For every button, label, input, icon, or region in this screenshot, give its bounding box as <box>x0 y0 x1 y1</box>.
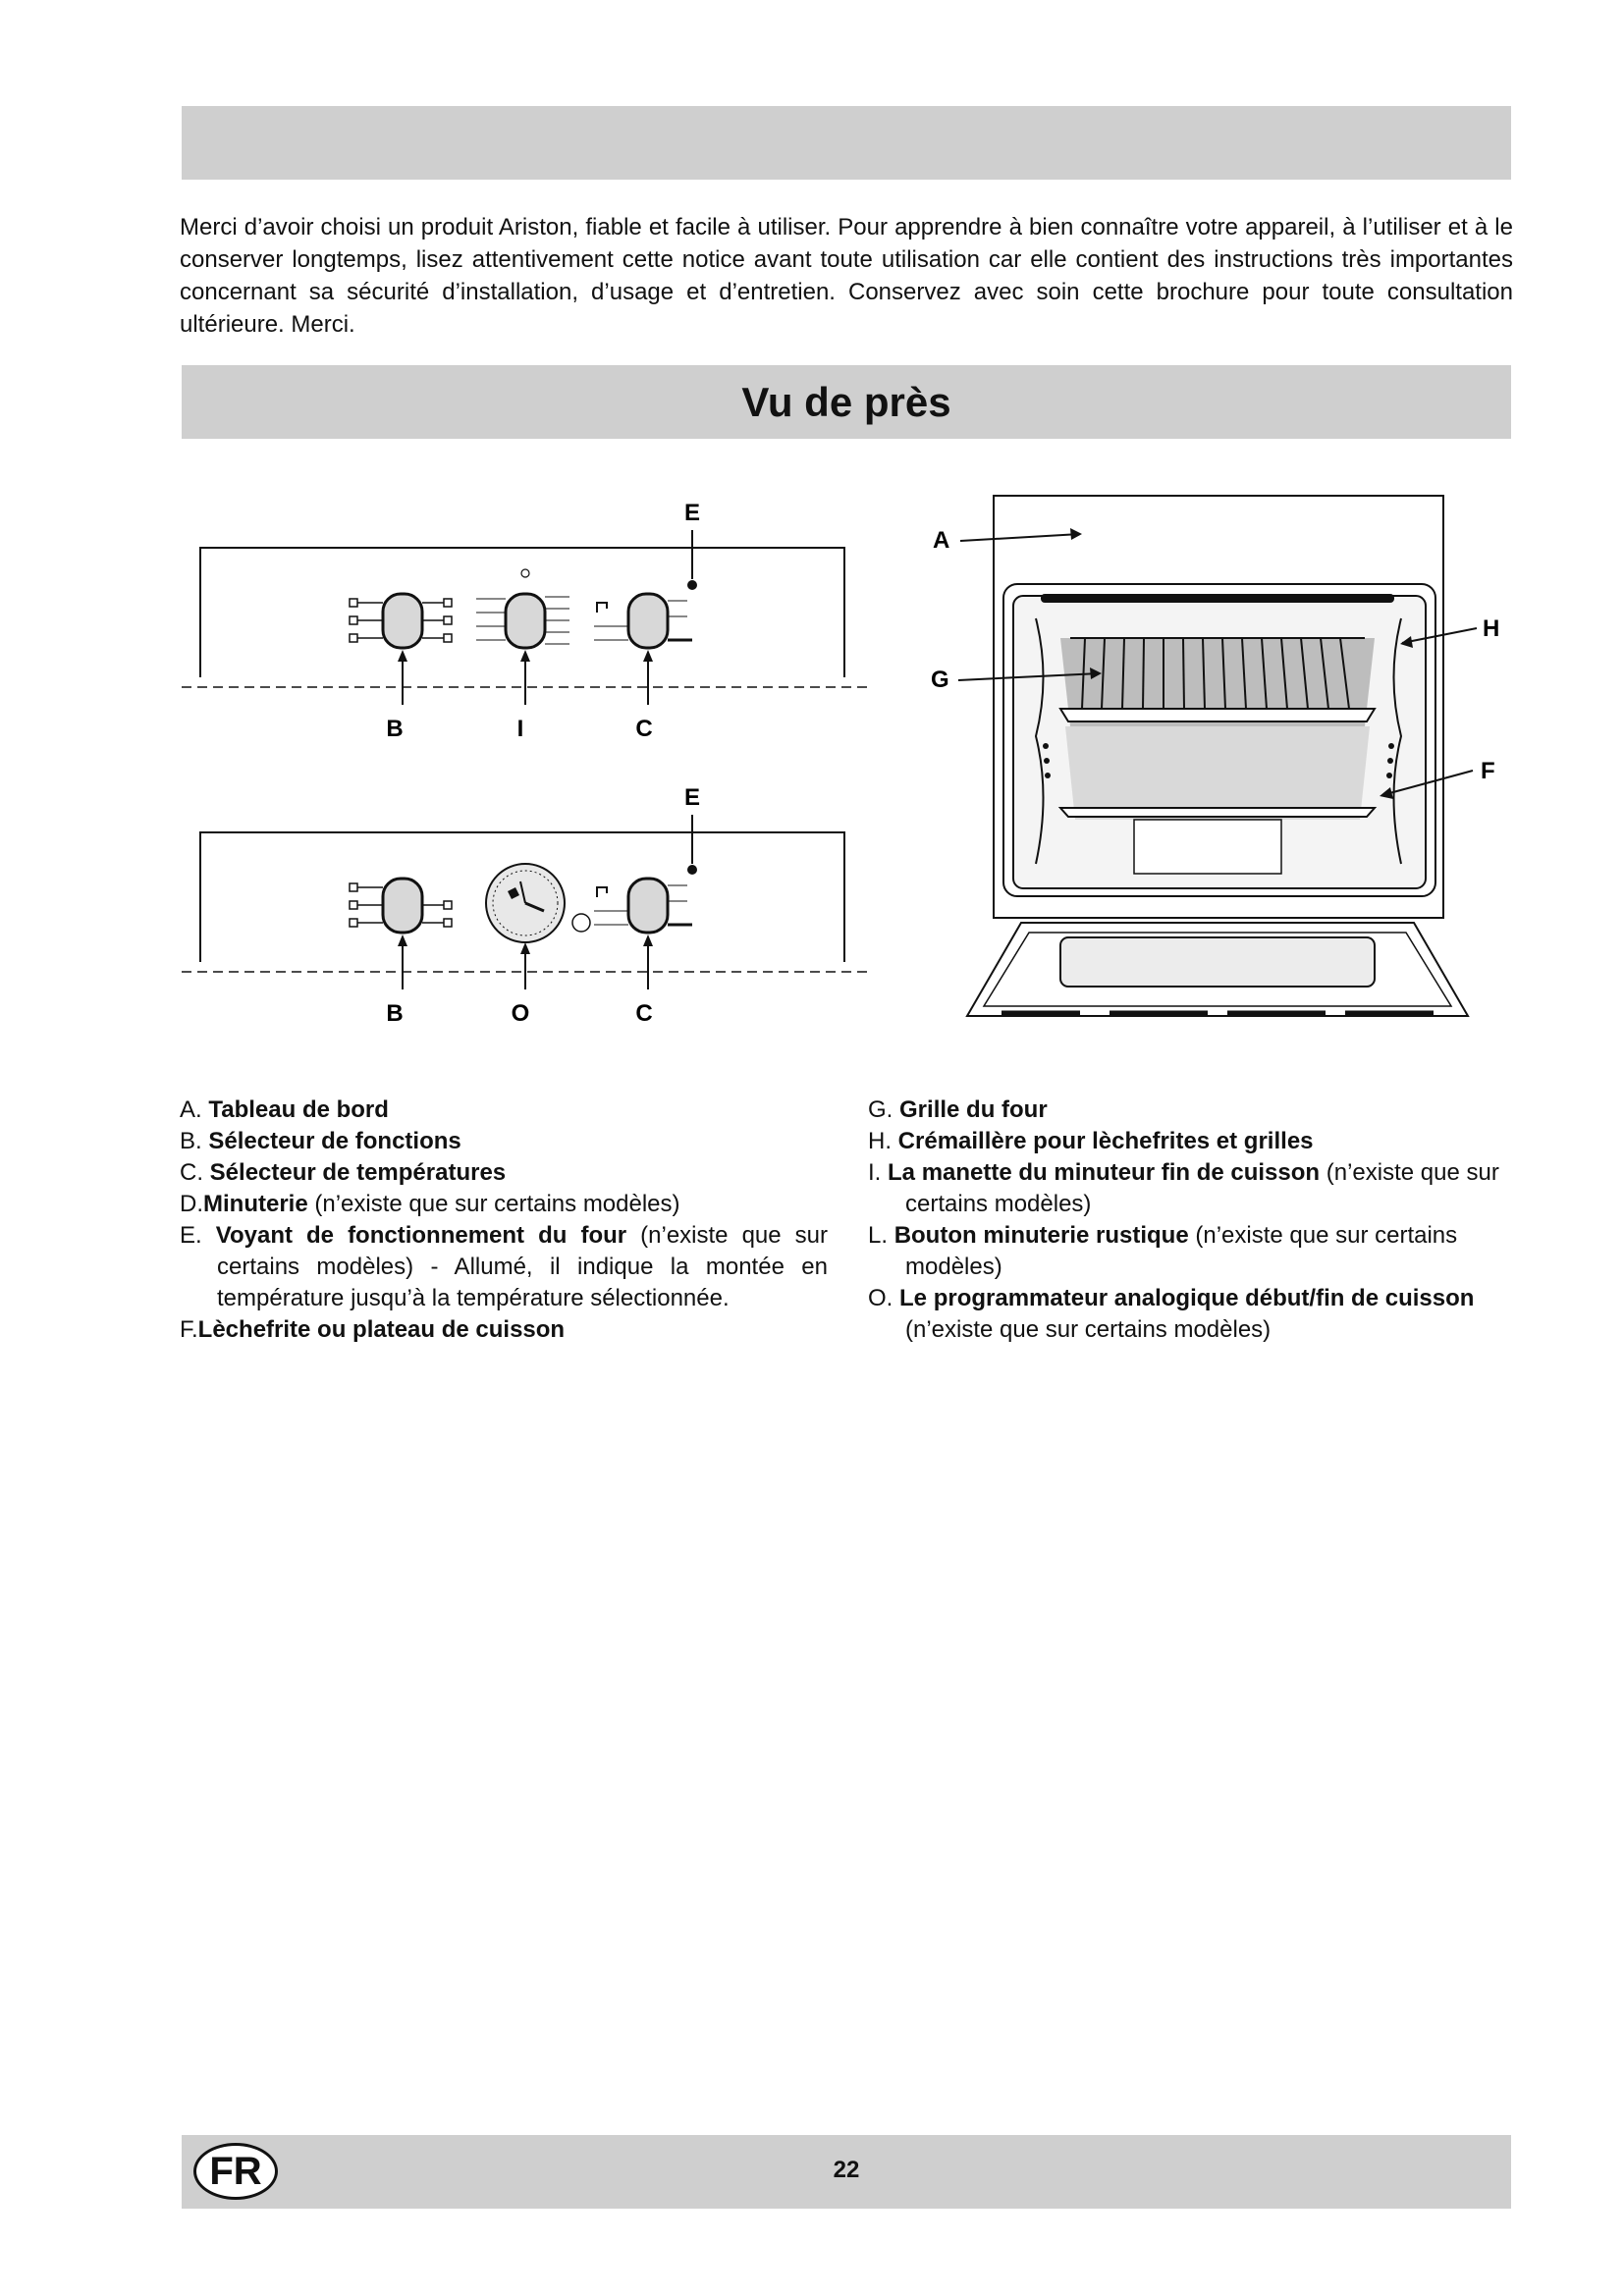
indicator-light <box>687 580 697 590</box>
label-e: E <box>683 500 701 526</box>
label-b: B <box>386 716 404 742</box>
section-title: Vu de près <box>741 378 951 425</box>
legend-item-e: E. Voyant de fonctionnement du four (n’existe que sur certains modèles) - Allumé, il indique la montée en température jusqu’à la température sélectionnée. <box>180 1222 828 1311</box>
baking-tray <box>1060 808 1375 817</box>
intro-paragraph: Merci d’avoir choisi un produit Ariston, fiable et facile à utiliser. Pour apprendre à bien connaître votre appareil, à l’utiliser et à le conserver longtemps, lisez attentivement cette notice avant toute utilisation car elle contient des instructions très importantes concernant sa sécurité d’installation, d’usage et d’entretien. Conservez avec soin cette brochure pour toute consultation ultérieure. Merci. <box>180 214 1513 338</box>
legend-item-l: L. Bouton minuterie rustique (n’existe que sur certains modèles) <box>868 1222 1458 1280</box>
end-of-cooking-timer-knob <box>476 569 569 648</box>
indicator-light <box>687 865 697 875</box>
legend-item-b: B. Sélecteur de fonctions <box>180 1128 461 1154</box>
legend-item-o: O. Le programmateur analogique début/fin de cuisson (n’existe que sur certains modèles) <box>868 1285 1475 1343</box>
label-f: F <box>1481 758 1495 784</box>
legend-item-d: D.Minuterie (n’existe que sur certains modèles) <box>180 1191 680 1217</box>
label-o: O <box>511 1000 530 1027</box>
oven-door <box>967 923 1468 1016</box>
label-c: C <box>635 1000 653 1027</box>
label-e: E <box>683 784 701 811</box>
legend-item-c: C. Sélecteur de températures <box>180 1159 507 1186</box>
label-g: G <box>931 667 949 693</box>
label-i: I <box>516 716 524 742</box>
legend-right-column <box>868 1095 1516 1346</box>
oven-diagram <box>913 481 1522 1050</box>
legend-item-g: G. Grille du four <box>868 1096 1048 1123</box>
section-title-band <box>182 365 1511 439</box>
function-selector-knob <box>350 594 452 648</box>
control-panel-diagram-1 <box>177 491 874 756</box>
header-band <box>182 106 1511 180</box>
legend-item-f: F.Lèchefrite ou plateau de cuisson <box>180 1316 566 1343</box>
label-a: A <box>933 527 950 554</box>
label-h: H <box>1483 615 1500 642</box>
analog-programmer-clock <box>486 864 590 942</box>
function-selector-knob <box>350 879 452 933</box>
temperature-selector-knob <box>594 879 692 933</box>
label-c: C <box>635 716 653 742</box>
legend-left-column <box>180 1095 828 1346</box>
legend-item-i: I. La manette du minuteur fin de cuisson (n’existe que sur certains modèles) <box>868 1159 1499 1217</box>
language-badge: FR <box>193 2143 278 2200</box>
page-number: 22 <box>833 2157 860 2183</box>
legend-item-h: H. Crémaillère pour lèchefrites et grilles <box>868 1128 1314 1154</box>
footer-band <box>182 2135 1511 2209</box>
control-panel-diagram-2 <box>177 775 874 1041</box>
temperature-selector-knob <box>594 594 692 648</box>
legend-item-a: A. Tableau de bord <box>180 1096 389 1123</box>
heating-element <box>1041 594 1394 603</box>
label-b: B <box>386 1000 404 1027</box>
